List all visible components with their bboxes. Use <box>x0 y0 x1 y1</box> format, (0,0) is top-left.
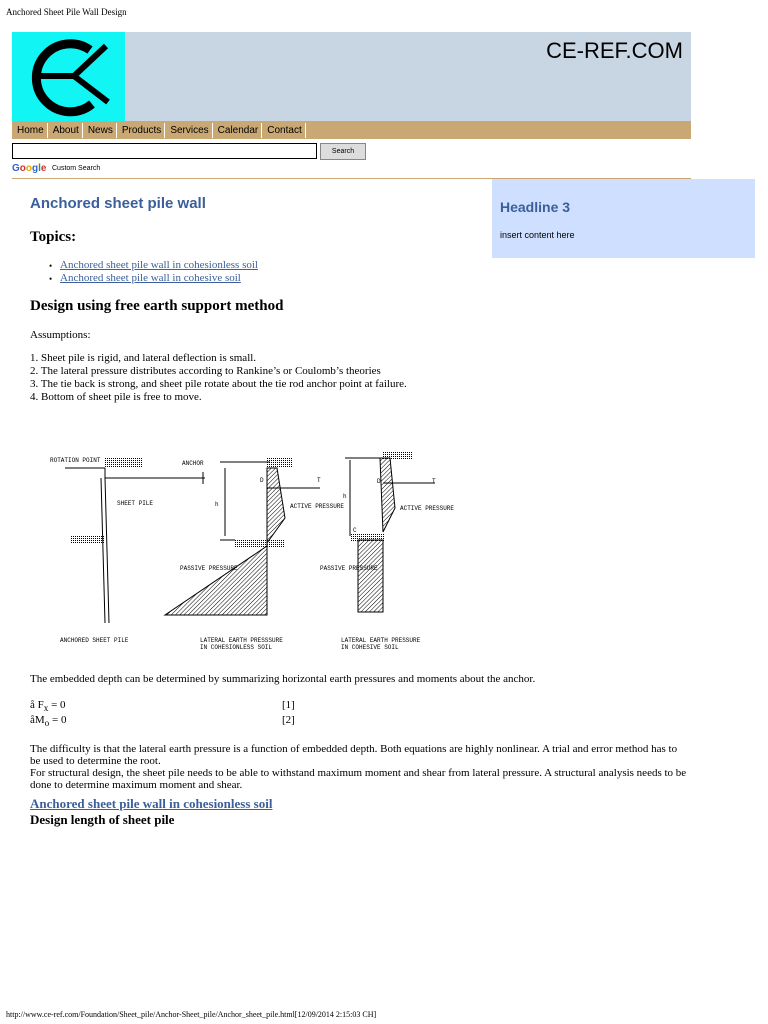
sheet-pile-diagram <box>45 448 455 658</box>
nav-services[interactable]: Services <box>167 123 212 138</box>
assumption-item: 4. Bottom of sheet pile is free to move. <box>30 391 202 403</box>
diagram-label-c2: C <box>353 527 357 534</box>
sidebar-title: Headline 3 <box>500 199 571 215</box>
nav-about[interactable]: About <box>50 123 83 138</box>
equation-1: å $F_x = 0$ <box>30 699 66 714</box>
diagram-caption-3a: LATERAL EARTH PRESSURE <box>341 637 421 644</box>
diagram-caption-2b: IN COHESIONLESS SOIL <box>200 644 273 651</box>
paragraph-difficulty: The difficulty is that the lateral earth pressure is a function of embedded depth. Both equations are highly nonlinear. A trial and error method has to be used to determine the root. For structural design, the sheet pile needs to be able to withstand maximum moment and shear from lateral pressure. A structural analysis needs to be done to determine maximum moment and shear. <box>30 743 687 791</box>
site-name: CE-REF.COM <box>546 38 683 63</box>
diagram-label-t1: T <box>317 477 321 484</box>
document-title: Anchored Sheet Pile Wall Design <box>6 7 127 17</box>
equation-1-number: [1] <box>282 699 295 711</box>
diagram-label-h: h <box>215 501 219 508</box>
diagram-caption-2a: LATERAL EARTH PRESSSURE <box>200 637 283 644</box>
page-title: Anchored sheet pile wall <box>30 195 206 212</box>
bullet: • <box>49 261 53 271</box>
nav-news[interactable]: News <box>85 123 117 138</box>
nav-home[interactable]: Home <box>14 123 48 138</box>
diagram-label-h2: h <box>343 493 347 500</box>
custom-search-label: Custom Search <box>52 165 101 172</box>
paragraph-embedded-depth: The embedded depth can be determined by summarizing horizontal earth pressures and moments about the anchor. <box>30 673 536 685</box>
nav-bar <box>12 121 691 139</box>
topic-link-cohesive[interactable]: Anchored sheet pile wall in cohesive soil <box>60 272 241 284</box>
diagram-label-passive2: PASSIVE PRESSURE <box>320 565 378 572</box>
diagram-label-rotation: ROTATION POINT <box>50 457 101 464</box>
nav-products[interactable]: Products <box>119 123 165 138</box>
diagram-label-active2: ACTIVE PRESSURE <box>400 505 455 512</box>
diagram-label-sheet: SHEET PILE <box>117 500 154 507</box>
equation-2-number: [2] <box>282 714 295 726</box>
topics-heading: Topics: <box>30 229 77 245</box>
google-logo: Google <box>12 163 47 174</box>
diagram-label-anchor: ANCHOR <box>182 460 204 467</box>
diagram-label-d1: D <box>260 477 264 484</box>
diagram-caption-1: ANCHORED SHEET PILE <box>60 637 129 644</box>
assumption-item: 3. The tie back is strong, and sheet pile rotate about the tie rod anchor point at failure. <box>30 378 407 390</box>
assumption-item: 2. The lateral pressure distributes according to Rankine’s or Coulomb’s theories <box>30 365 381 377</box>
section-link-cohesionless[interactable]: Anchored sheet pile wall in cohesionless soil <box>30 796 273 811</box>
diagram-label-d2: D <box>377 478 381 485</box>
diagram-label-active1: ACTIVE PRESSURE <box>290 503 345 510</box>
ce-logo-icon[interactable] <box>12 32 125 121</box>
diagram-label-t2: T <box>432 478 436 485</box>
topic-link-cohesionless[interactable]: Anchored sheet pile wall in cohesionless soil <box>60 259 258 271</box>
equation-2: $åM_o = 0$ <box>30 714 67 729</box>
sidebar-box <box>492 179 755 258</box>
diagram-caption-3b: IN COHESIVE SOIL <box>341 644 399 651</box>
search-input[interactable] <box>12 143 317 159</box>
design-heading: Design using free earth support method <box>30 298 284 314</box>
assumption-item: 1. Sheet pile is rigid, and lateral deflection is small. <box>30 352 257 364</box>
nav-calendar[interactable]: Calendar <box>215 123 263 138</box>
sidebar-text: insert content here <box>500 230 575 240</box>
diagram-label-passive1: PASSIVE PRESSURE <box>180 565 238 572</box>
section-subheading: Design length of sheet pile <box>30 812 175 827</box>
nav-contact[interactable]: Contact <box>264 123 305 138</box>
bullet: • <box>49 274 53 284</box>
assumptions-label: Assumptions: <box>30 329 91 341</box>
footer-url: http://www.ce-ref.com/Foundation/Sheet_pile/Anchor-Sheet_pile/Anchor_sheet_pile.html[12/09/2014 2:15:03 CH] <box>6 1010 377 1019</box>
search-button[interactable]: Search <box>320 143 366 160</box>
